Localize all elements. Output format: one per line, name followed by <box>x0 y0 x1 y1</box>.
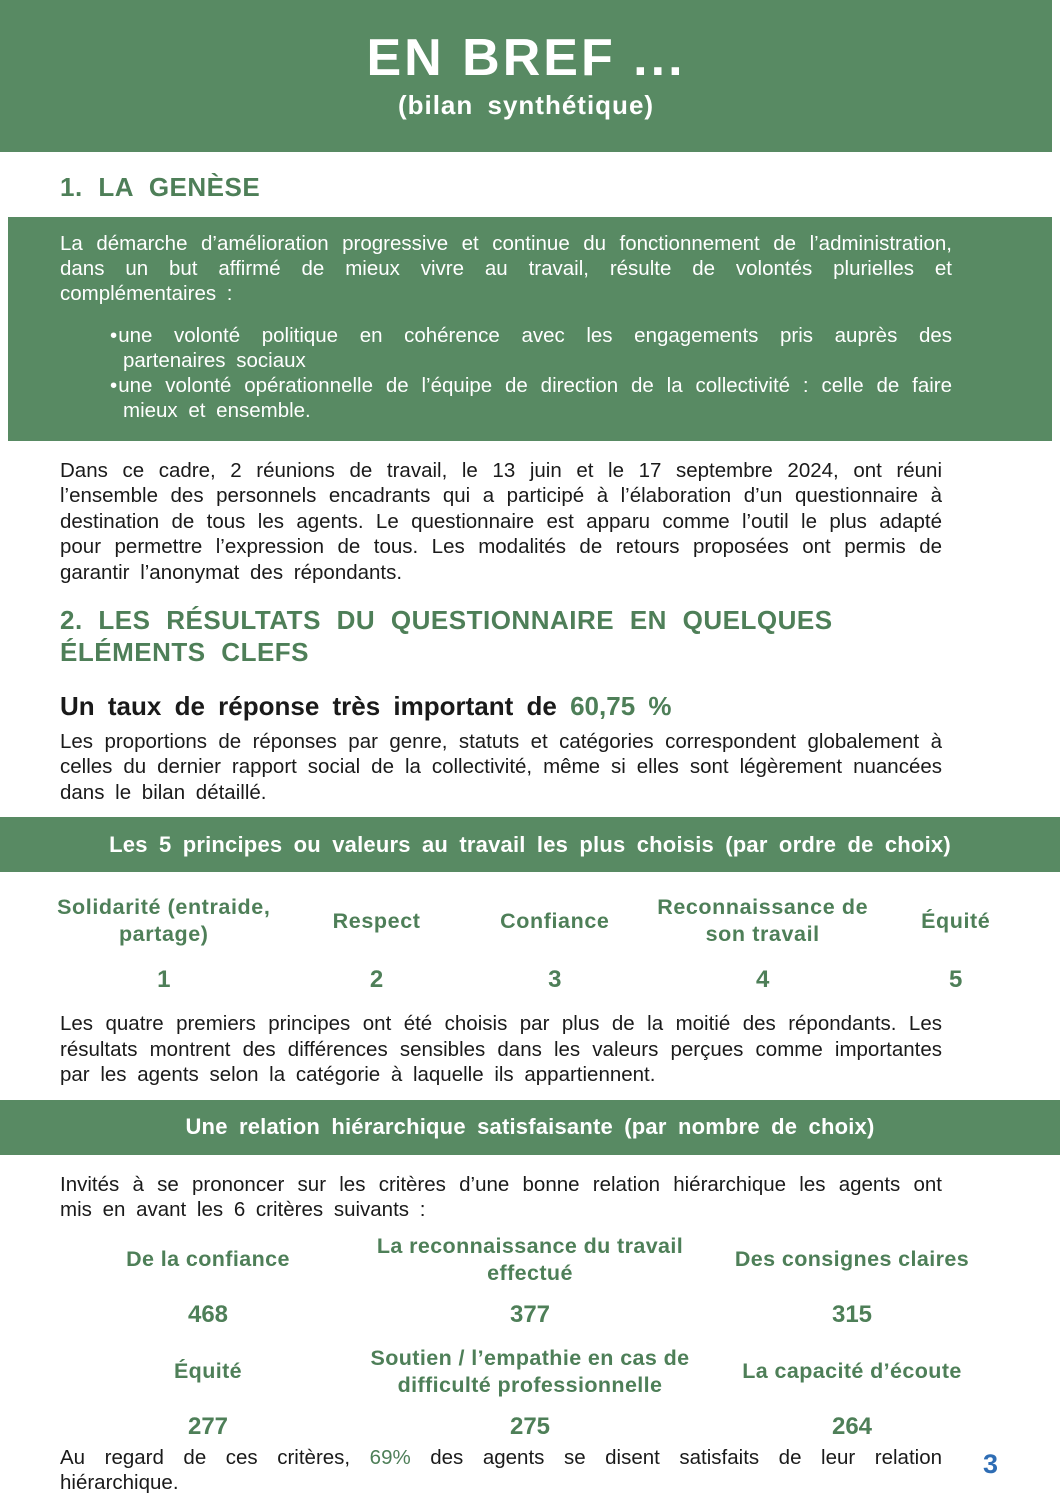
criterion-item <box>346 1229 714 1329</box>
response-rate-value: 60,75 % <box>570 690 672 721</box>
page-title: EN BREF ... <box>366 29 686 88</box>
section1-heading: 1. LA GENÈSE <box>60 172 261 202</box>
principle-rank: 5 <box>949 966 963 994</box>
criterion-label: Des consignes claires <box>734 1247 970 1272</box>
criterion-value: 264 <box>831 1412 873 1440</box>
page-number: 3 <box>982 1449 998 1479</box>
criterion-label: De la confiance <box>126 1247 290 1272</box>
criterion-value: 277 <box>187 1412 229 1440</box>
principle-label: Respect <box>332 908 421 933</box>
principle-label: Reconnaissance de son travail <box>657 895 869 947</box>
principle-item <box>288 884 466 994</box>
satisfaction-value: 69% <box>369 1445 411 1469</box>
response-rate-text: Un taux de réponse très important de <box>60 690 571 721</box>
principle-rank: 4 <box>755 966 770 994</box>
highlight-intro: La démarche d’amélioration progressive et continue du fonctionnement de l’administration, dans un but affirmé de mieux vivre au travail, résulte de volontés plurielles et complémentaires : <box>60 231 952 305</box>
principles-banner: Les 5 principes ou valeurs au travail les plus choisis (par ordre de choix) <box>0 817 1060 872</box>
criterion-value: 377 <box>509 1300 551 1328</box>
principles-paragraph: Les quatre premiers principes ont été choisis par plus de la moitié des répondants. Les résultats montrent des différences sensibles dans les valeurs perçues comme importantes par les agents selon la catégorie à laquelle ils appartiennent. <box>60 1012 942 1087</box>
criterion-value: 315 <box>831 1300 873 1328</box>
highlight-bullet-list <box>60 323 952 423</box>
criterion-item <box>714 1341 990 1441</box>
closing-paragraph <box>60 1445 942 1496</box>
criterion-label: La reconnaissance du travail effectué <box>376 1233 684 1285</box>
principle-item <box>466 884 644 994</box>
principles-table <box>40 884 1030 994</box>
header-band <box>0 0 1052 152</box>
principle-label: Solidarité (entraide, partage) <box>57 895 271 947</box>
genesis-paragraph: Dans ce cadre, 2 réunions de travail, le 13 juin et le 17 septembre 2024, ont réuni l’ensemble des personnels encadrants qui a participé à l’élaboration d’un questionnaire à destination de tous les agents. Le questionnaire est apparu comme l’outil le plus adapté pour permettre l’expression de tous. Les modalités de retours proposées ont permis de garantir l’anonymat des répondants. <box>60 458 942 584</box>
principle-rank: 3 <box>548 966 562 994</box>
principle-item <box>40 884 288 994</box>
criterion-item <box>70 1341 346 1441</box>
criterion-label: La capacité d’écoute <box>742 1359 962 1384</box>
page-subtitle: (bilan synthétique) <box>397 89 655 120</box>
closing-text-prefix: Au regard de ces critères, <box>60 1445 370 1469</box>
principle-item <box>644 884 882 994</box>
proportions-paragraph: Les proportions de réponses par genre, statuts et catégories correspondent globalement à celles du dernier rapport social de la collectivité, même si elles sont légèrement nuancées dans le bilan détaillé. <box>60 729 942 804</box>
criterion-item <box>70 1229 346 1329</box>
principle-label: Équité <box>921 908 991 933</box>
criterion-value: 468 <box>187 1300 229 1328</box>
highlight-block <box>8 217 1052 441</box>
closing-text-suffix: des agents se disent satisfaits de leur relation hiérarchique. <box>60 1445 942 1495</box>
hierarchy-banner: Une relation hiérarchique satisfaisante (par nombre de choix) <box>0 1100 1060 1155</box>
criterion-value: 275 <box>509 1412 551 1440</box>
hierarchy-intro: Invités à se prononcer sur les critères d’une bonne relation hiérarchique les agents ont mis en avant les 6 critères suivants : <box>60 1172 942 1222</box>
principle-item <box>881 884 1030 994</box>
criterion-item <box>346 1341 714 1441</box>
section2-heading: 2. LES RÉSULTATS DU QUESTIONNAIRE EN QUELQUES ÉLÉMENTS CLEFS <box>60 605 833 667</box>
principle-rank: 2 <box>369 966 384 994</box>
criterion-label: Soutien / l’empathie en cas de difficulté professionnelle <box>370 1345 690 1397</box>
principle-rank: 1 <box>157 966 171 994</box>
principle-label: Confiance <box>500 908 610 933</box>
bullet-item: • une volonté politique en cohérence avec les engagements pris auprès des partenaires sociaux <box>110 323 952 373</box>
bullet-item: • une volonté opérationnelle de l’équipe de direction de la collectivité : celle de faire mieux et ensemble. <box>110 373 952 423</box>
response-rate-line <box>60 691 1000 722</box>
criterion-item <box>714 1229 990 1329</box>
criteria-grid <box>70 1229 990 1441</box>
criterion-label: Équité <box>173 1359 243 1384</box>
